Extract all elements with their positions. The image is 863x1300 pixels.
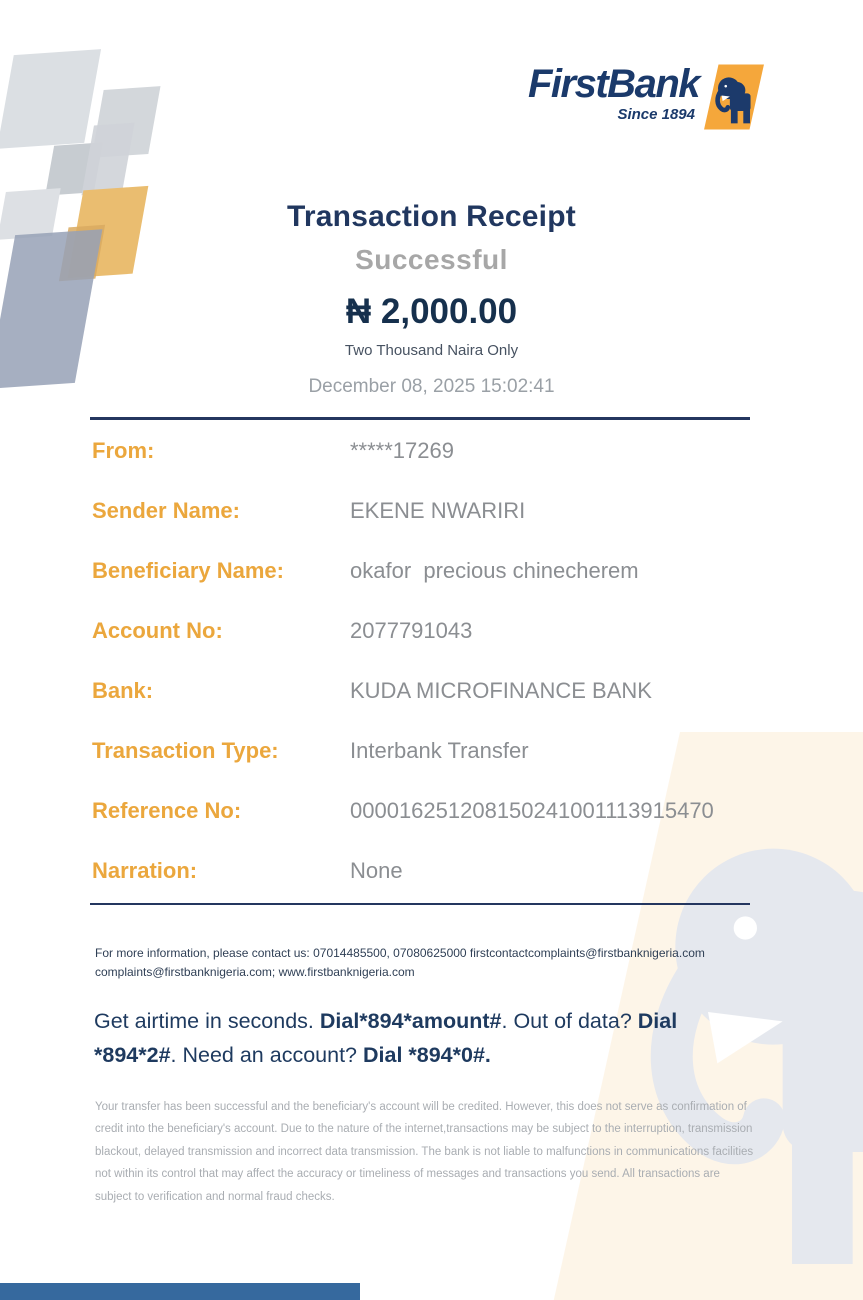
field-value: 000016251208150241001113915470	[350, 798, 714, 823]
brand-tagline: Since 1894	[617, 106, 695, 123]
contact-line-1: For more information, please contact us: 07014485500, 07080625000 firstcontactcomplaints@firstbanknigeria.com	[95, 946, 705, 960]
promo-text: Get airtime in seconds.	[94, 1009, 320, 1033]
transaction-datetime: December 08, 2025 15:02:41	[308, 376, 555, 397]
field-label: From:	[92, 438, 155, 463]
receipt-title: Transaction Receipt	[287, 200, 576, 233]
field-value: 2077791043	[350, 618, 473, 643]
firstbank-logo-text	[528, 64, 699, 123]
divider-bottom	[90, 903, 750, 905]
promo-ussd-code: Dial *894*2#	[94, 1009, 678, 1068]
table-row-sender-name	[92, 498, 772, 558]
decorative-parallelogram	[81, 123, 134, 196]
field-label: Bank:	[92, 678, 154, 703]
footer-accent-bar	[0, 1283, 360, 1300]
field-label: Account No:	[92, 618, 223, 643]
promo-text: . Out of data?	[501, 1009, 638, 1033]
table-row-transaction-type	[92, 738, 772, 798]
field-label: Sender Name:	[92, 498, 240, 523]
promo-ussd-code: Dial*894*amount#	[319, 1009, 502, 1033]
table-row-narration	[92, 858, 772, 918]
field-value: *****17269	[350, 438, 454, 463]
field-label: Reference No:	[92, 798, 242, 823]
disclaimer-text: Your transfer has been successful and the beneficiary's account will be credited. However, this does not serve as confirmation of credit into the beneficiary's account. Due to the nature of the internet,transactions may be subject to the interruption, transmission blackout, delayed transmission and incorrect data transmission. The bank is not liable to malfunctions in communications facilities not within its control that may affect the accuracy or timeliness of messages and transactions you send. All transactions are subject to verification and normal fraud checks.	[95, 1101, 754, 1203]
amount-in-words: Two Thousand Naira Only	[344, 342, 519, 359]
brand-name: FirstBank	[528, 62, 699, 106]
field-label: Transaction Type:	[92, 738, 279, 763]
field-value: okafor precious chinecherem	[350, 558, 639, 583]
field-value: None	[350, 858, 403, 883]
table-row-account-no	[92, 618, 772, 678]
table-row-reference-no	[92, 798, 772, 858]
transaction-details	[92, 438, 772, 918]
promo-ussd-code: Dial *894*0#.	[362, 1043, 491, 1068]
field-label: Narration:	[92, 858, 198, 883]
firstbank-elephant-icon	[703, 62, 765, 132]
ussd-promo	[94, 1004, 749, 1073]
contact-info	[95, 944, 760, 981]
table-row-from	[92, 438, 772, 498]
table-row-beneficiary-name	[92, 558, 772, 618]
field-value: Interbank Transfer	[350, 738, 529, 763]
promo-text: . Need an account?	[170, 1043, 363, 1068]
field-label: Beneficiary Name:	[92, 558, 284, 583]
field-value: EKENE NWARIRI	[350, 498, 526, 523]
amount: ₦ 2,000.00	[345, 292, 518, 331]
table-row-bank	[92, 678, 772, 738]
firstbank-logo	[528, 64, 765, 132]
field-value: KUDA MICROFINANCE BANK	[350, 678, 652, 703]
decorative-parallelogram	[0, 49, 101, 149]
status-text: Successful	[355, 244, 508, 275]
contact-line-2: complaints@firstbanknigeria.com; www.firstbanknigeria.com	[95, 964, 415, 979]
divider-top	[90, 417, 750, 420]
